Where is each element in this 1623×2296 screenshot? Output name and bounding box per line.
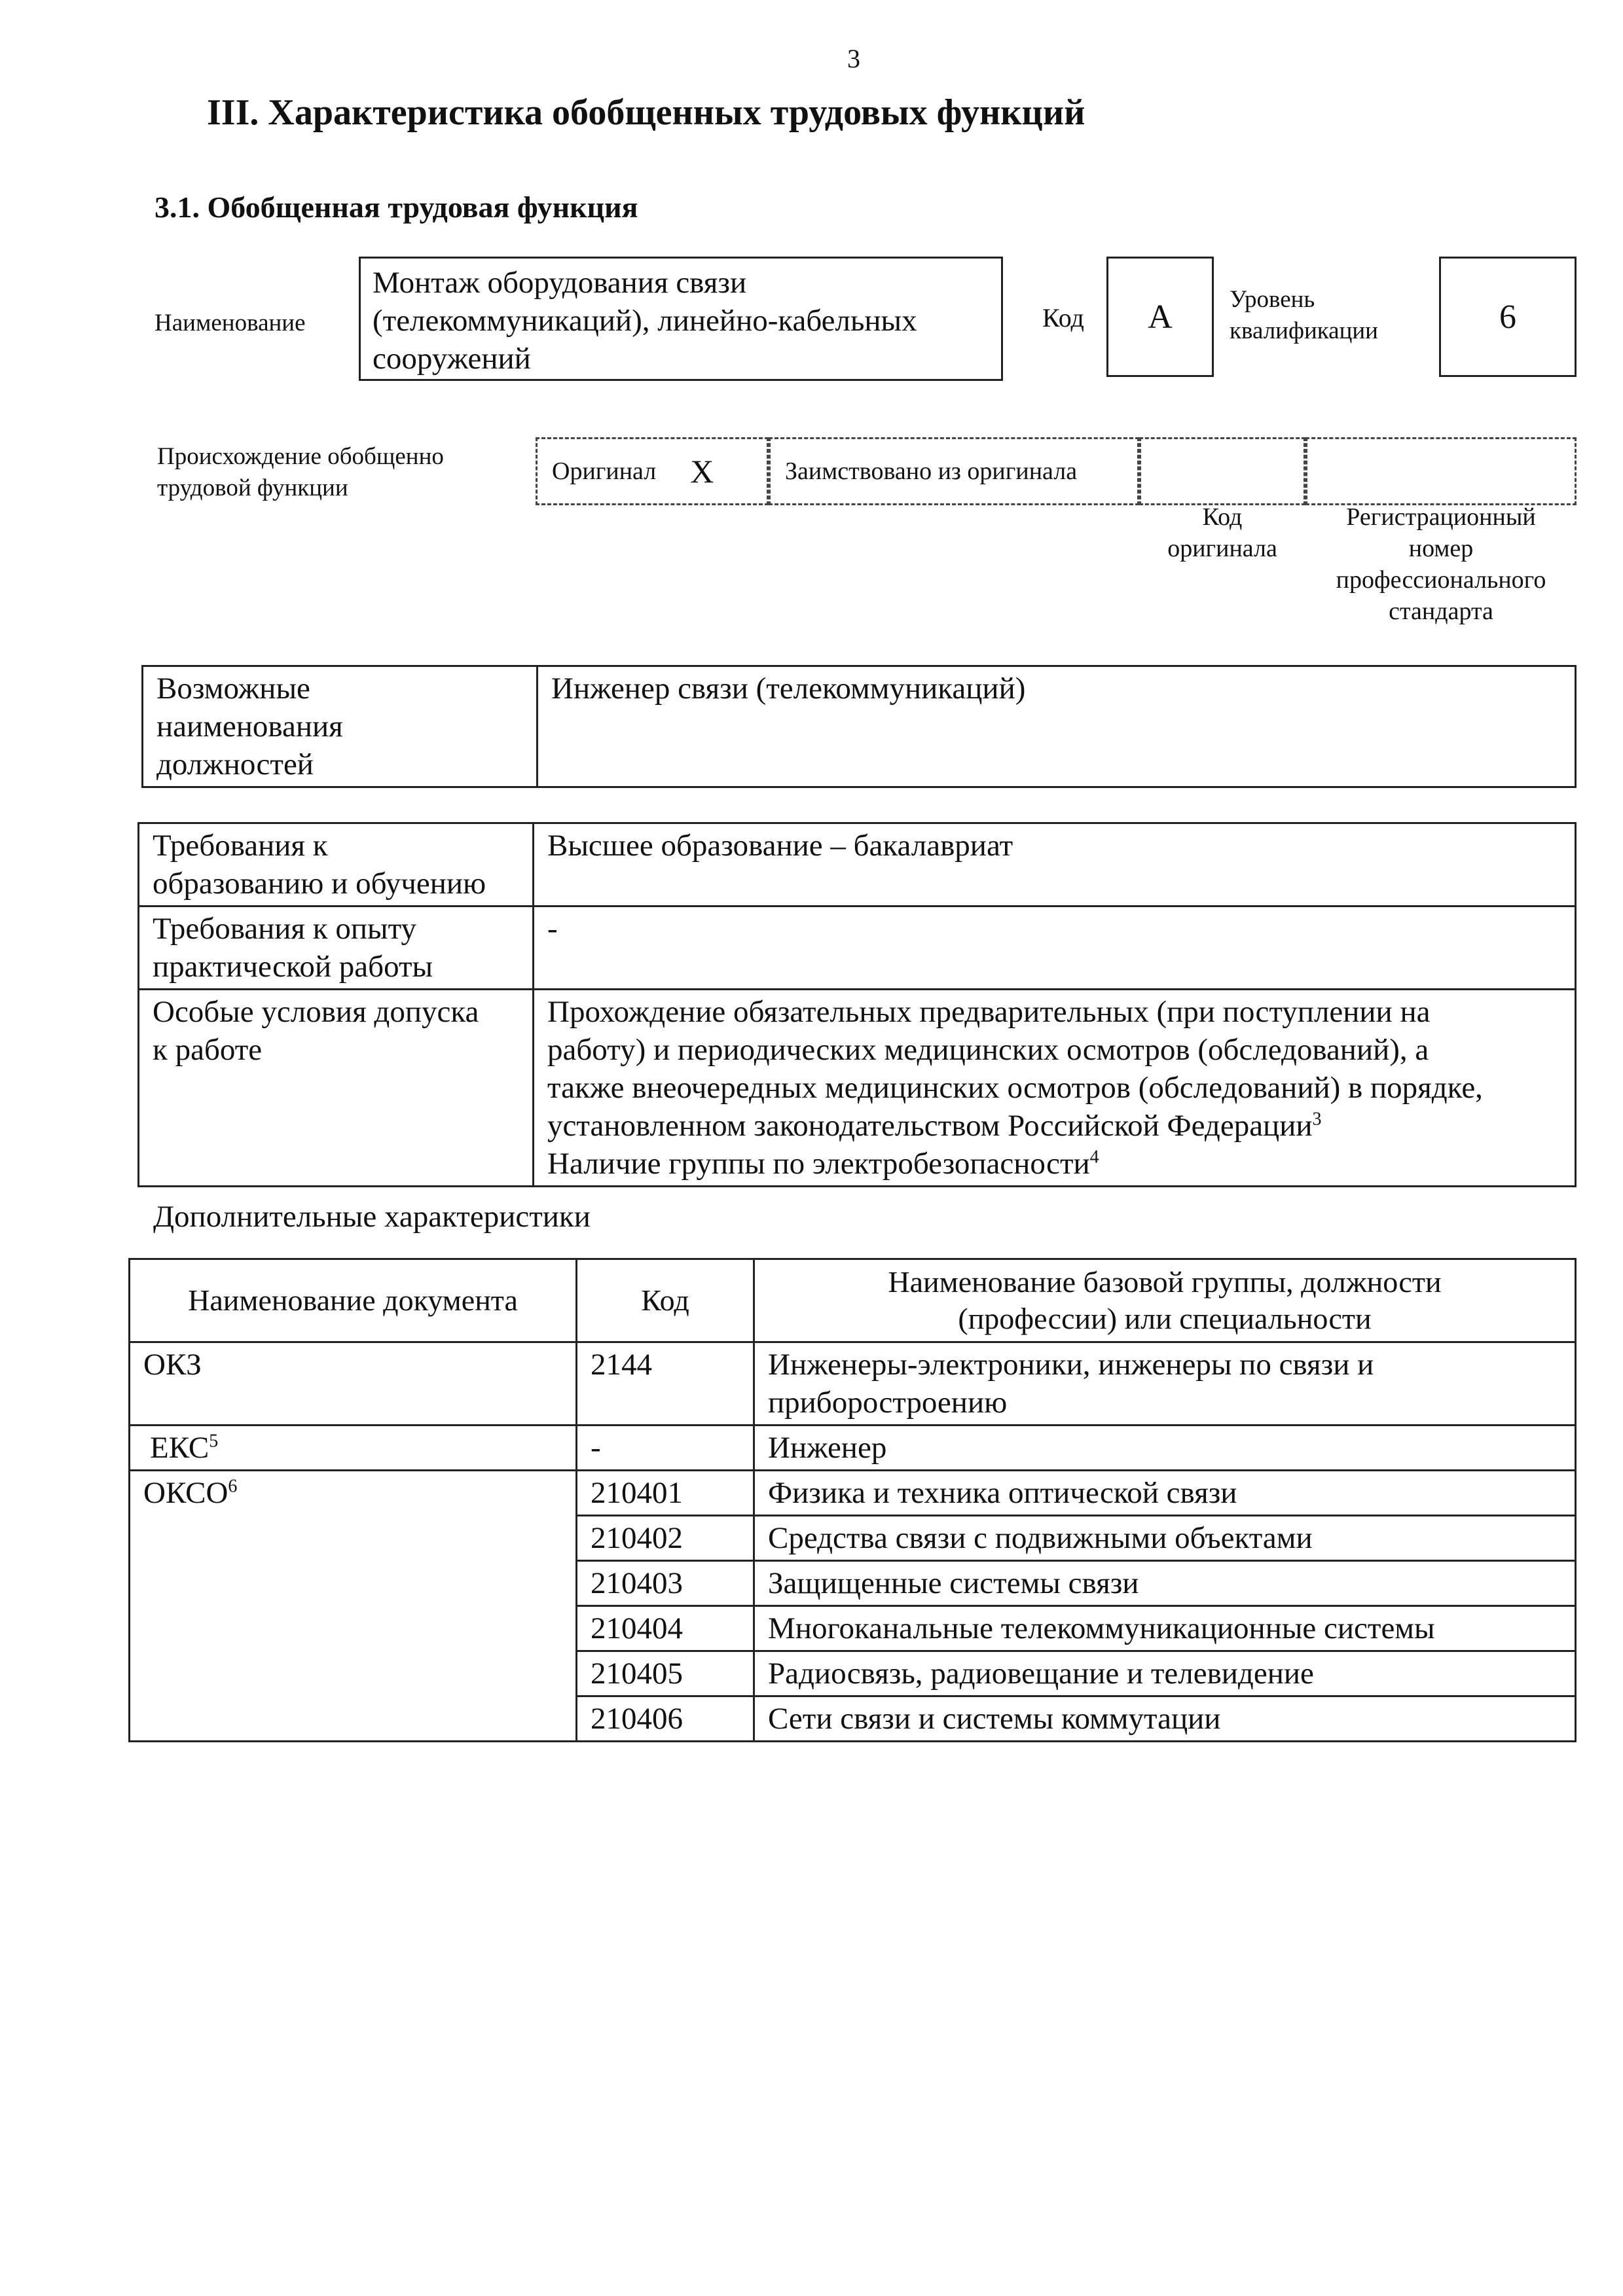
okso-code: 210402 <box>577 1516 754 1561</box>
footnote-ref: 3 <box>1312 1109 1322 1130</box>
function-name-line: сооружений <box>373 342 531 376</box>
okso-code: 210404 <box>577 1606 754 1651</box>
req-label-line: Требования к опыту <box>153 912 417 946</box>
level-label-line: Уровень <box>1230 286 1315 313</box>
origin-borrowed-label: Заимствовано из оригинала <box>785 457 1078 485</box>
req-label-line: Требования к <box>153 829 328 863</box>
origin-borrowed-cell <box>769 437 1139 505</box>
level-value: 6 <box>1499 298 1516 336</box>
origin-reg-caption <box>1305 501 1577 627</box>
additional-table <box>128 1258 1577 1742</box>
origin-reg-cell <box>1305 437 1577 505</box>
level-value-box <box>1439 257 1577 377</box>
origin-code-cell <box>1139 437 1305 505</box>
okso-name: Многоканальные телекоммуникационные системы <box>754 1606 1576 1651</box>
header-doc: Наименование документа <box>130 1259 577 1342</box>
level-label-line: квалификации <box>1230 317 1378 344</box>
positions-label-cell <box>143 666 538 787</box>
function-name-line: (телекоммуникаций), линейно-кабельных <box>373 304 917 338</box>
eks-doc <box>130 1426 577 1471</box>
origin-original-mark: X <box>690 453 714 490</box>
req-value-line: также внеочередных медицинских осмотров (обследований) в порядке, <box>547 1071 1483 1105</box>
eks-doc-text: ЕКС <box>150 1431 210 1465</box>
okso-code: 210406 <box>577 1696 754 1742</box>
origin-original-label: Оригинал <box>552 457 657 485</box>
origin-label <box>157 441 444 504</box>
okso-name: Средства связи с подвижными объектами <box>754 1516 1576 1561</box>
table-row <box>139 990 1576 1187</box>
req-value-text: Наличие группы по электробезопасности <box>547 1147 1090 1181</box>
origin-code-caption <box>1139 501 1305 564</box>
caption-line: номер <box>1408 535 1474 562</box>
origin-label-line: Происхождение обобщенно <box>157 443 444 470</box>
eks-name: Инженер <box>754 1426 1576 1471</box>
okso-name: Сети связи и системы коммутации <box>754 1696 1576 1742</box>
header-name-line: (профессии) или специальности <box>958 1302 1372 1335</box>
okso-code: 210405 <box>577 1651 754 1696</box>
caption-line: стандарта <box>1389 598 1493 625</box>
name-label: Наименование <box>155 310 306 336</box>
footnote-ref: 4 <box>1089 1147 1099 1168</box>
req-label-line: практической работы <box>153 950 433 984</box>
caption-line: профессионального <box>1336 566 1546 594</box>
caption-line: Код <box>1202 503 1243 531</box>
table-row <box>130 1426 1576 1471</box>
req-experience-value: - <box>534 906 1576 990</box>
req-label-line: к работе <box>153 1033 263 1067</box>
table-row <box>139 906 1576 990</box>
req-label-line: образованию и обучению <box>153 867 486 901</box>
positions-label-line: Возможные <box>156 672 310 706</box>
positions-table <box>141 665 1577 788</box>
okz-name-line: приборостроению <box>768 1386 1008 1420</box>
footnote-ref: 5 <box>209 1431 219 1452</box>
footnote-ref: 6 <box>228 1476 238 1497</box>
positions-value-cell: Инженер связи (телекоммуникаций) <box>538 666 1576 787</box>
req-special-label <box>139 990 534 1187</box>
okz-code: 2144 <box>577 1342 754 1426</box>
okso-doc <box>130 1471 577 1742</box>
code-value-box <box>1106 257 1214 377</box>
table-row <box>139 823 1576 906</box>
function-name-box <box>359 257 1003 381</box>
req-value-line: работу) и периодических медицинских осмотров (обследований), а <box>547 1033 1429 1067</box>
okz-name <box>754 1342 1576 1426</box>
req-value-line: Прохождение обязательных предварительных (при поступлении на <box>547 995 1431 1029</box>
positions-label-line: должностей <box>156 747 314 781</box>
table-row <box>130 1342 1576 1426</box>
table-row <box>130 1471 1576 1516</box>
okz-name-line: Инженеры-электроники, инженеры по связи и <box>768 1348 1374 1382</box>
origin-label-line: трудовой функции <box>157 475 348 501</box>
header-name <box>754 1259 1576 1342</box>
okso-doc-text: ОКСО <box>143 1476 228 1510</box>
req-education-value: Высшее образование – бакалавриат <box>534 823 1576 906</box>
additional-title: Дополнительные характеристики <box>153 1200 591 1234</box>
okz-doc: ОКЗ <box>130 1342 577 1426</box>
req-special-value <box>534 990 1576 1187</box>
level-label <box>1230 284 1378 347</box>
req-experience-label <box>139 906 534 990</box>
page-number: 3 <box>847 44 860 73</box>
section-title: III. Характеристика обобщенных трудовых функций <box>207 92 1085 133</box>
code-label: Код <box>1042 303 1084 332</box>
okso-name: Защищенные системы связи <box>754 1561 1576 1606</box>
okso-name: Радиосвязь, радиовещание и телевидение <box>754 1651 1576 1696</box>
function-name-line: Монтаж оборудования связи <box>373 266 747 300</box>
req-label-line: Особые условия допуска <box>153 995 479 1029</box>
okso-code: 210401 <box>577 1471 754 1516</box>
caption-line: Регистрационный <box>1346 503 1536 531</box>
caption-line: оригинала <box>1167 535 1277 562</box>
positions-label-line: наименования <box>156 709 343 744</box>
header-code: Код <box>577 1259 754 1342</box>
table-row <box>143 666 1576 787</box>
table-row <box>130 1259 1576 1342</box>
origin-original-cell <box>536 437 769 505</box>
subsection-title: 3.1. Обобщенная трудовая функция <box>155 190 638 224</box>
header-name-line: Наименование базовой группы, должности <box>888 1265 1442 1299</box>
okso-name: Физика и техника оптической связи <box>754 1471 1576 1516</box>
okso-code: 210403 <box>577 1561 754 1606</box>
code-value: А <box>1148 298 1173 336</box>
req-value-text: установленном законодательством Российской Федерации <box>547 1109 1313 1143</box>
req-value-line <box>547 1145 1561 1183</box>
req-education-label <box>139 823 534 906</box>
req-value-line <box>547 1107 1561 1145</box>
requirements-table <box>137 822 1577 1187</box>
eks-code: - <box>577 1426 754 1471</box>
